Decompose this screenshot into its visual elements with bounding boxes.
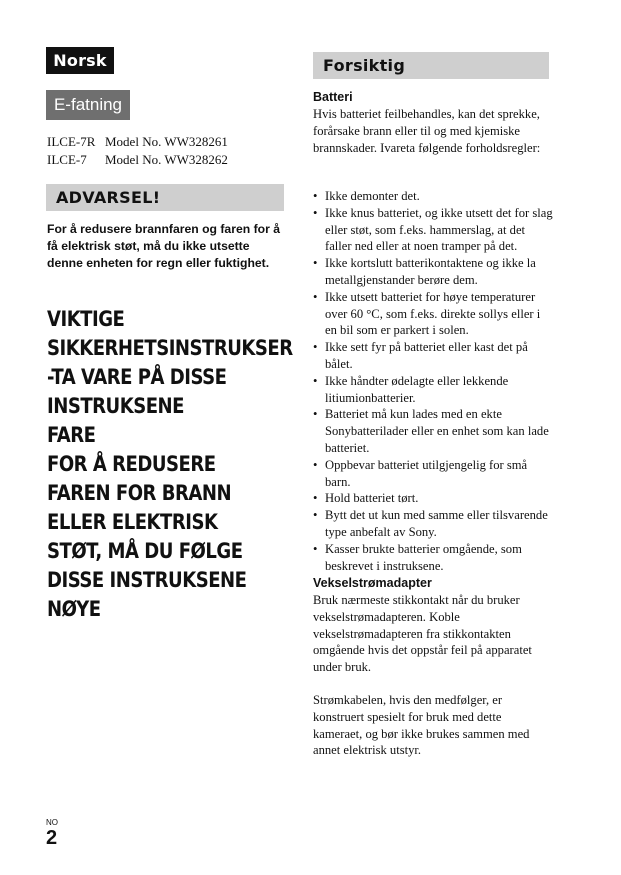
warning-title: ADVARSEL! — [46, 184, 284, 211]
list-item: • Ikke kortslutt batterikontaktene og ikke la metallgjenstander berøre dem. — [313, 255, 553, 289]
adapter-text: Bruk nærmeste stikkontakt når du bruker vekselstrømadapteren. Koble vekselstrømadapteren fra stikkontakten omgående hvis det oppstår feil på apparatet under bruk. — [313, 593, 532, 675]
battery-section — [313, 89, 553, 156]
battery-list-container — [313, 188, 553, 574]
adapter-heading: Vekselstrømadapter — [313, 576, 432, 590]
list-item: • Ikke knus batteriet, og ikke utsett det for slag eller støt, som f.eks. hammerslag, at det faller ned eller at noen tramper på det. — [313, 205, 553, 255]
warning-text: For å redusere brannfaren og faren for å få elektrisk støt, må du ikke utsette denne enheten for regn eller fuktighet. — [47, 222, 280, 270]
model-number: Model No. WW328261 — [105, 134, 228, 149]
list-item: • Oppbevar batteriet utilgjengelig for små barn. — [313, 457, 553, 491]
cable-text: Strømkabelen, hvis den medfølger, er konstruert spesielt for bruk med dette kameraet, og bør ikke brukes sammen med annet elektrisk utstyr. — [313, 693, 530, 758]
list-item: • Ikke demonter det. — [313, 188, 553, 205]
list-item: • Ikke håndter ødelagte eller lekkende litiumionbatterier. — [313, 373, 553, 407]
battery-intro: Hvis batteriet feilbehandles, kan det sprekke, forårsake brann eller til og med kjemiske brannskader. Ivareta følgende forholdsregler: — [313, 107, 541, 155]
battery-heading: Batteri — [313, 90, 353, 104]
language-tag: Norsk — [46, 47, 114, 74]
mount-tag: E-fatning — [46, 90, 130, 120]
list-item: • Ikke sett fyr på batteriet eller kast det på bålet. — [313, 339, 553, 373]
model-number: Model No. WW328262 — [105, 152, 228, 167]
adapter-section — [313, 575, 553, 676]
model-row — [47, 151, 228, 169]
model-code: ILCE-7R — [47, 134, 96, 149]
page-language-code: NO — [46, 818, 58, 827]
list-item: • Batteriet må kun lades med en ekte Sonybatterilader eller en enhet som kan lade batteriet. — [313, 406, 553, 456]
model-row — [47, 133, 228, 151]
caution-title: Forsiktig — [313, 52, 549, 79]
list-item: • Bytt det ut kun med samme eller tilsvarende type anbefalt av Sony. — [313, 507, 553, 541]
safety-heading: VIKTIGE SIKKERHETSINSTRUKSER -TA VARE PÅ DISSE INSTRUKSENE FARE FOR Å REDUSERE FAREN FOR BRANN ELLER ELEKTRISK STØT, MÅ DU FØLGE DISSE INSTRUKSENE NØYE — [47, 307, 293, 622]
model-code: ILCE-7 — [47, 152, 87, 167]
list-item: • Hold batteriet tørt. — [313, 490, 553, 507]
page-number: 2 — [46, 827, 58, 849]
model-list — [47, 133, 228, 169]
list-item: • Ikke utsett batteriet for høye temperaturer over 60 °C, som f.eks. direkte sollys eller i en bil som er parkert i solen. — [313, 289, 553, 339]
battery-list — [313, 188, 553, 574]
list-item: • Kasser brukte batterier omgående, som beskrevet i instruksene. — [313, 541, 553, 575]
